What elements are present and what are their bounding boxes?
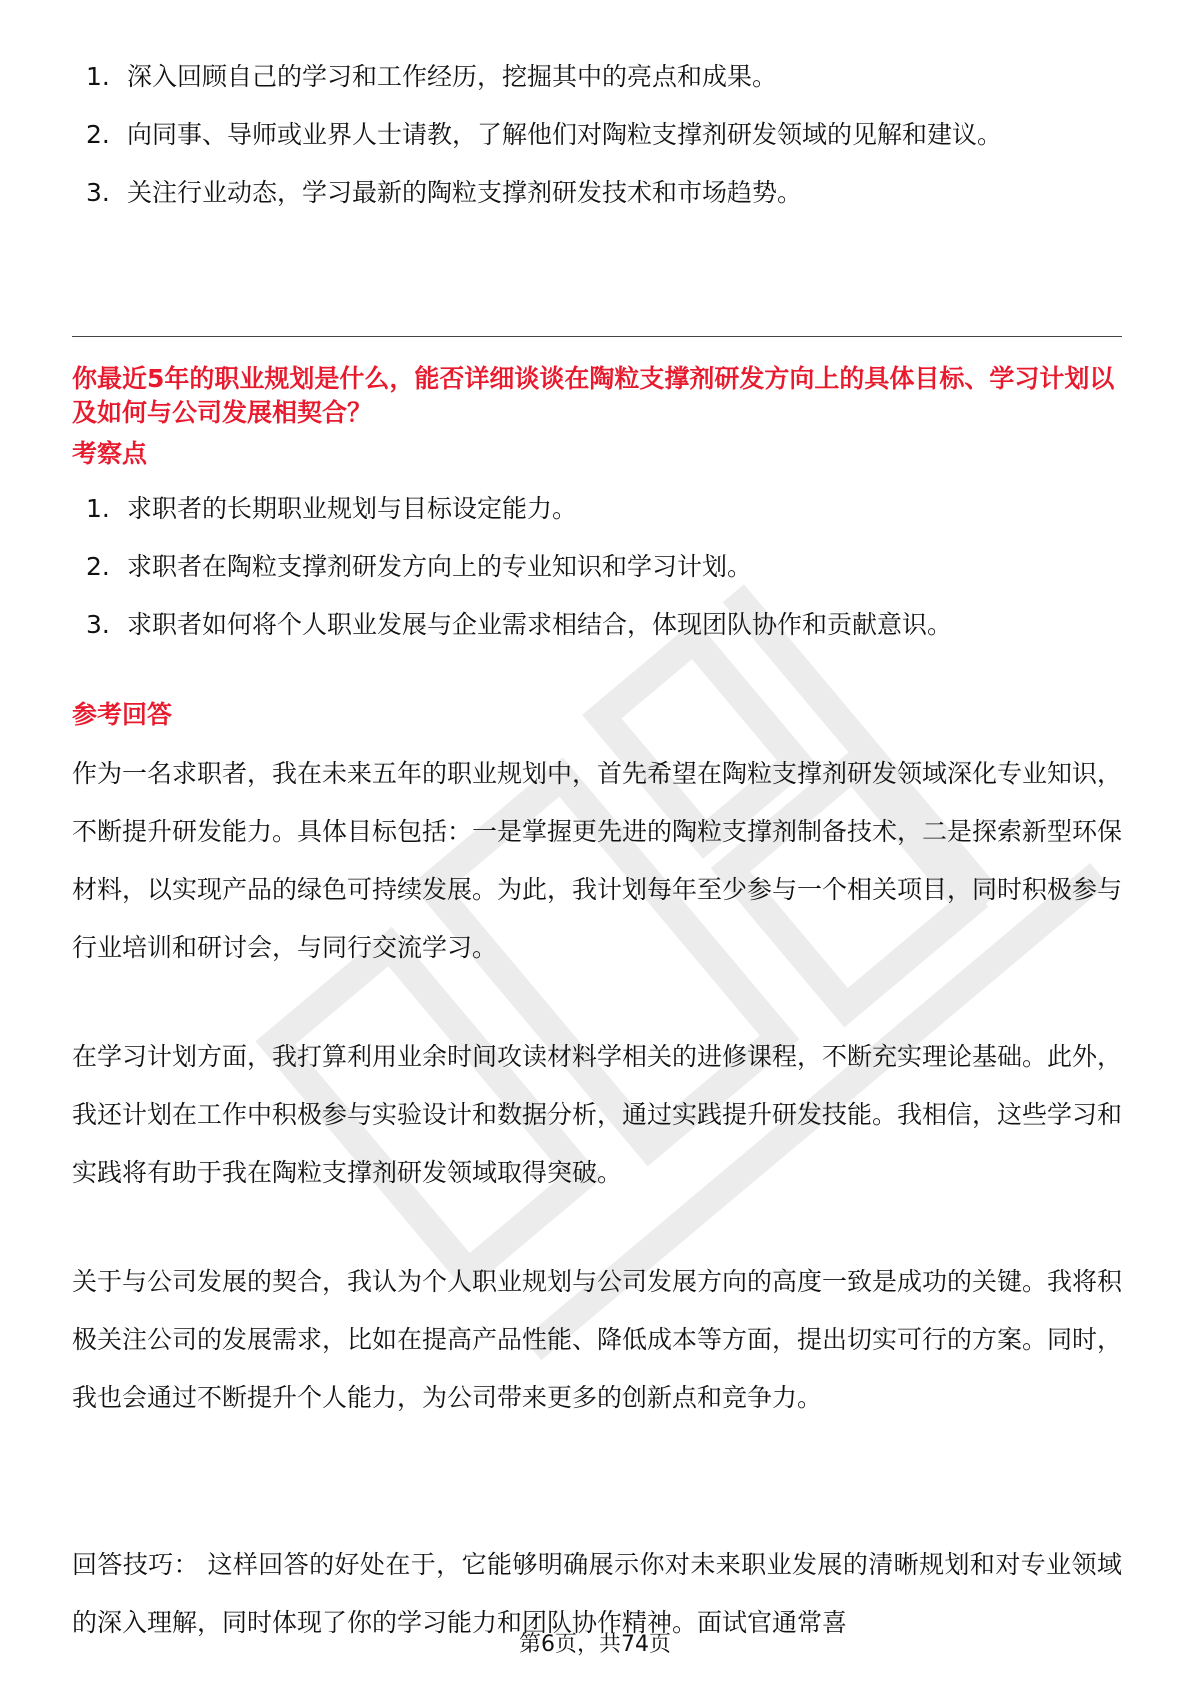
list-item-text: 求职者如何将个人职业发展与企业需求相结合，体现团队协作和贡献意识。 [127,610,953,639]
list-item [86,106,1127,164]
list-item-number: 2. [86,552,110,581]
list-item-number: 1. [86,62,110,91]
list-item-number: 3. [86,178,110,207]
interview-question: 你最近5年的职业规划是什么，能否详细谈谈在陶粒支撑剂研发方向上的具体目标、学习计划以及如何与公司发展相契合？ [72,364,1115,427]
list-item-text: 求职者的长期职业规划与目标设定能力。 [127,494,578,523]
list-item [86,164,1127,222]
page-footer: 第6页，共74页 [519,1632,671,1657]
top-list [86,48,1127,222]
list-item-number: 1. [86,494,110,523]
list-item-number: 3. [86,610,110,639]
list-item-text: 深入回顾自己的学习和工作经历，挖掘其中的亮点和成果。 [127,62,778,91]
list-item-text: 关注行业动态，学习最新的陶粒支撑剂研发技术和市场趋势。 [127,178,803,207]
list-item-number: 2. [86,120,110,149]
examine-heading: 考察点 [72,439,148,468]
answer-paragraph: 关于与公司发展的契合，我认为个人职业规划与公司发展方向的高度一致是成功的关键。我将积极关注公司的发展需求，比如在提高产品性能、降低成本等方面，提出切实可行的方案。同时，我也会通过不断提升个人能力，为公司带来更多的创新点和竞争力。 [72,1267,1123,1412]
examine-list [86,480,1127,654]
answer-tip-paragraph: 回答技巧： 这样回答的好处在于，它能够明确展示你对未来职业发展的清晰规划和对专业领域的深入理解，同时体现了你的学习能力和团队协作精神。面试官通常喜 [72,1550,1122,1637]
answer-paragraph: 作为一名求职者，我在未来五年的职业规划中，首先希望在陶粒支撑剂研发领域深化专业知识，不断提升研发能力。具体目标包括：一是掌握更先进的陶粒支撑剂制备技术，二是探索新型环保材料，以实现产品的绿色可持续发展。为此，我计划每年至少参与一个相关项目，同时积极参与行业培训和研讨会，与同行交流学习。 [72,759,1123,962]
list-item [86,480,1127,538]
list-item [86,538,1127,596]
section-divider [72,336,1122,337]
list-item-text: 向同事、导师或业界人士请教，了解他们对陶粒支撑剂研发领域的见解和建议。 [127,120,1003,149]
answer-paragraph: 在学习计划方面，我打算利用业余时间攻读材料学相关的进修课程，不断充实理论基础。此外，我还计划在工作中积极参与实验设计和数据分析，通过实践提升研发技能。我相信，这些学习和实践将有助于我在陶粒支撑剂研发领域取得突破。 [72,1042,1123,1187]
answer-heading: 参考回答 [72,700,173,729]
list-item-text: 求职者在陶粒支撑剂研发方向上的专业知识和学习计划。 [127,552,753,581]
list-item [86,596,1127,654]
list-item [86,48,1127,106]
